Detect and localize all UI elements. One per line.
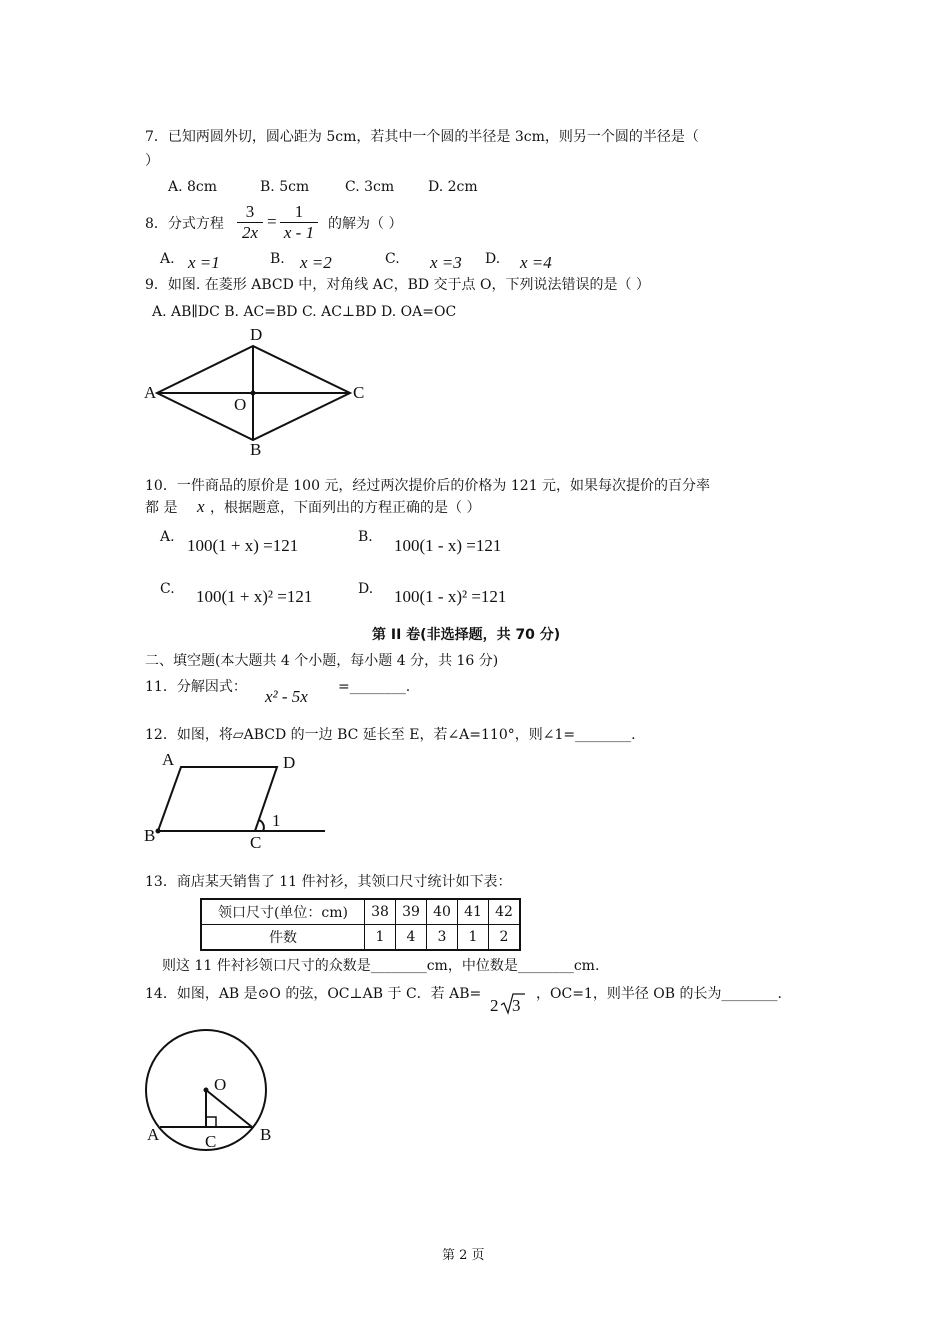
- q7-option-d: D. 2cm: [428, 179, 478, 195]
- q10-option-d-label: D.: [358, 581, 374, 597]
- label-a: A: [147, 1125, 160, 1144]
- q10-option-b-value: 100(1 - x) =121: [394, 536, 502, 555]
- table-cell: 38: [365, 899, 396, 925]
- q11-expression: x² - 5x: [265, 687, 308, 706]
- section-2-title: 第 II 卷(非选择题，共 70 分): [372, 627, 561, 643]
- section-2-subtitle: 二、填空题(本大题共 4 个小题，每小题 4 分，共 16 分): [145, 653, 499, 669]
- table-row: [201, 899, 520, 925]
- q8-equals: =: [267, 212, 277, 231]
- q8-suffix: 的解为（ ）: [328, 216, 403, 232]
- q13-question: 则这 11 件衬衫领口尺寸的众数是________cm，中位数是________cm.: [162, 958, 600, 974]
- q12-stem: 12．如图，将▱ABCD 的一边 BC 延长至 E，若∠A=110°，则∠1=________.: [145, 727, 636, 743]
- q10-option-d-value: 100(1 - x)² =121: [394, 587, 507, 606]
- q7-option-b: B. 5cm: [260, 179, 310, 195]
- table-cell: 1: [365, 925, 396, 951]
- table-cell: 39: [396, 899, 427, 925]
- label-a: A: [162, 750, 175, 769]
- table-header-label: 领口尺寸(单位：cm): [201, 899, 365, 925]
- q10-stem-line1: 10．一件商品的原价是 100 元，经过两次提价后的价格为 121 元，如果每次提价的百分率: [145, 478, 711, 494]
- q8-option-c-value: x =3: [430, 253, 462, 272]
- q14-stem-b: ，OC=1，则半径 OB 的长为________.: [536, 986, 782, 1002]
- table-cell: 2: [489, 925, 521, 951]
- label-c: C: [250, 833, 262, 852]
- q8-fraction-right-denominator: x - 1: [280, 222, 318, 243]
- label-1: 1: [272, 811, 281, 830]
- q8-option-c-label: C.: [385, 251, 400, 267]
- q8-fraction-left-denominator: 2x: [237, 222, 263, 243]
- table-cell: 1: [458, 925, 489, 951]
- q9-options: A. AB∥DC B. AC=BD C. AC⊥BD D. OA=OC: [152, 304, 457, 320]
- q8-option-d-value: x =4: [520, 253, 552, 272]
- q10-option-c-value: 100(1 + x)² =121: [196, 587, 313, 606]
- center-o: [204, 1088, 209, 1093]
- segment-ob: [206, 1090, 252, 1127]
- q7-stem-line2: ）: [145, 153, 159, 169]
- label-d: D: [250, 325, 263, 344]
- q8-option-a-label: A.: [160, 251, 175, 267]
- q7-stem-line1: 7．已知两圆外切，圆心距为 5cm，若其中一个圆的半径是 3cm，则另一个圆的半径是（: [145, 129, 699, 145]
- collar-size-table: [200, 898, 521, 951]
- right-angle-mark: [206, 1117, 216, 1127]
- q7-option-c: C. 3cm: [345, 179, 395, 195]
- label-b: B: [260, 1125, 272, 1144]
- table-cell: 42: [489, 899, 521, 925]
- table-cell: 41: [458, 899, 489, 925]
- q8-option-a-value: x =1: [188, 253, 220, 272]
- q14-sqrt-argument: 3: [512, 996, 521, 1015]
- point-o: [251, 391, 256, 396]
- q14-stem-a: 14．如图，AB 是⊙O 的弦，OC⊥AB 于 C．若 AB=: [145, 986, 482, 1002]
- q8-fraction-left-numerator: 3: [245, 202, 255, 221]
- q13-stem: 13．商店某天销售了 11 件衬衫，其领口尺寸统计如下表：: [145, 874, 512, 890]
- q11-suffix: =________.: [338, 679, 411, 695]
- q14-sqrt-coefficient: 2: [490, 996, 499, 1015]
- label-b: B: [250, 440, 262, 459]
- table-cell: 4: [396, 925, 427, 951]
- table-row: [201, 925, 520, 951]
- q10-variable: x: [197, 497, 205, 516]
- q7-option-a: A. 8cm: [168, 179, 218, 195]
- table-count-label: 件数: [201, 925, 365, 951]
- parallelogram-outline: [158, 767, 277, 831]
- q8-fraction-right-numerator: 1: [294, 202, 304, 221]
- q10-option-a-value: 100(1 + x) =121: [187, 536, 299, 555]
- label-o: O: [214, 1075, 227, 1094]
- angle-1-arc: [259, 820, 264, 831]
- table-cell: 40: [427, 899, 458, 925]
- table-cell: 3: [427, 925, 458, 951]
- q8-option-d-label: D.: [485, 251, 501, 267]
- q8-prefix: 8．分式方程: [145, 216, 224, 232]
- q8-option-b-label: B.: [270, 251, 285, 267]
- point-b: [156, 829, 161, 834]
- q10-option-b-label: B.: [358, 529, 373, 545]
- q10-option-a-label: A.: [160, 529, 175, 545]
- q10-option-c-label: C.: [160, 581, 175, 597]
- q10-stem-line2b: ，根据题意，下面列出的方程正确的是（ ）: [210, 500, 481, 516]
- label-d: D: [283, 753, 296, 772]
- label-c: C: [205, 1132, 217, 1151]
- q11-prefix: 11．分解因式：: [145, 679, 247, 695]
- q9-stem: 9．如图. 在菱形 ABCD 中，对角线 AC，BD 交于点 O，下列说法错误的是（ ）: [145, 277, 650, 293]
- page-number: 第 2 页: [442, 1248, 485, 1263]
- label-b: B: [144, 826, 156, 845]
- label-a: A: [144, 383, 157, 402]
- label-o: O: [234, 395, 247, 414]
- q10-stem-line2a: 都 是: [145, 500, 178, 516]
- label-c: C: [353, 383, 365, 402]
- q8-option-b-value: x =2: [300, 253, 332, 272]
